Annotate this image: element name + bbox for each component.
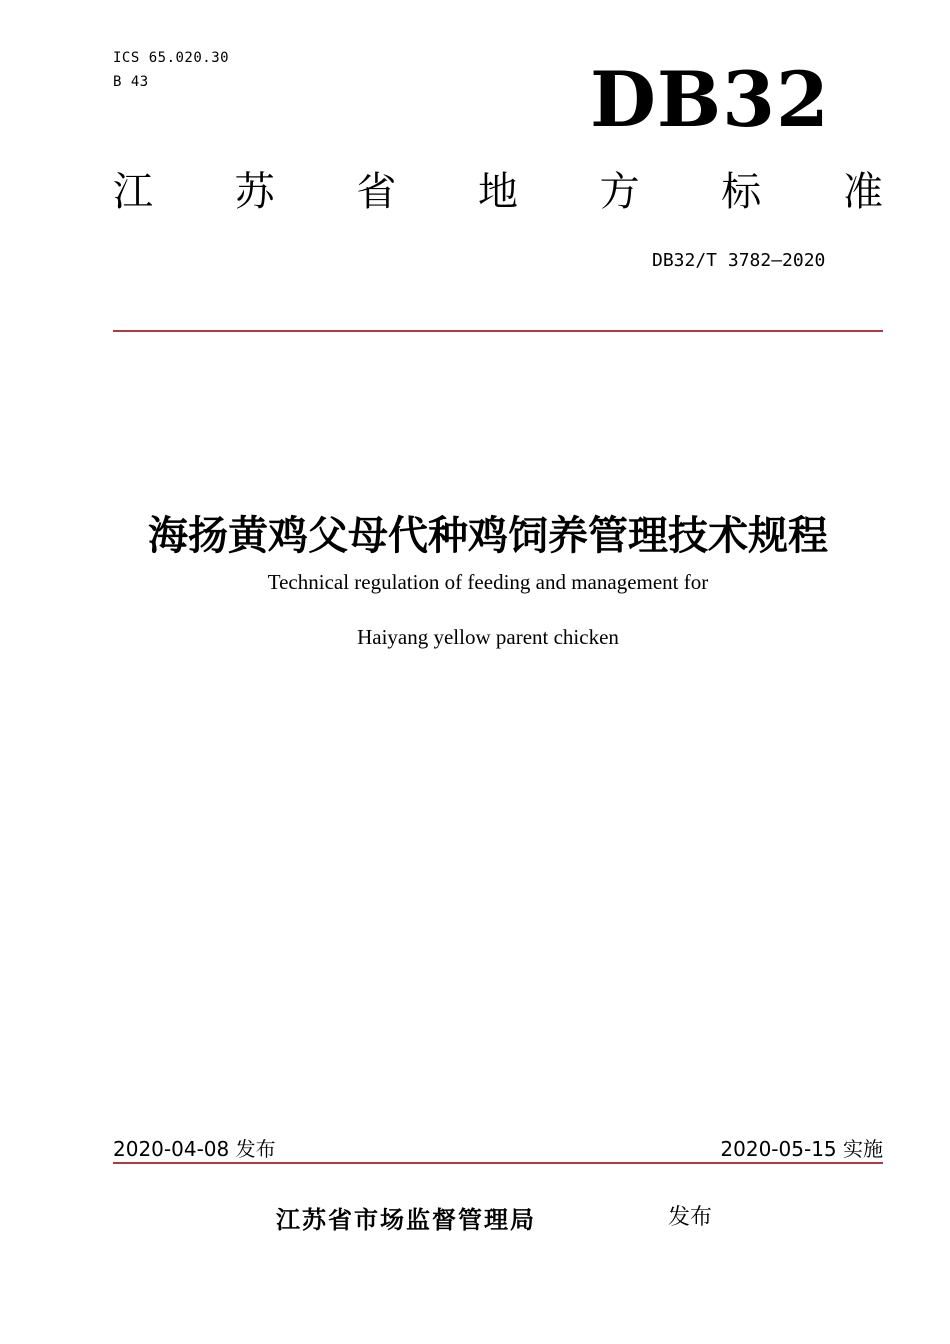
issue-date: 2020-04-08 发布 xyxy=(113,1137,276,1161)
standard-number: DB32/T 3782—2020 xyxy=(652,250,826,271)
standard-type-char: 标 xyxy=(721,169,762,215)
document-title-english-line2: Haiyang yellow parent chicken xyxy=(357,625,619,649)
standard-type-heading xyxy=(113,169,883,215)
issuing-authority: 江苏省市场监督管理局 xyxy=(276,1206,536,1234)
document-title-chinese: 海扬黄鸡父母代种鸡饲养管理技术规程 xyxy=(148,513,828,559)
standard-type-char: 地 xyxy=(477,169,518,215)
standard-type-char: 苏 xyxy=(234,169,275,215)
document-title-english-line1: Technical regulation of feeding and management for xyxy=(267,570,709,594)
standard-type-char: 省 xyxy=(356,169,397,215)
standard-type-char: 准 xyxy=(842,169,883,215)
bottom-divider xyxy=(113,1162,883,1164)
implementation-date: 2020-05-15 实施 xyxy=(720,1137,883,1161)
issuing-action: 发布 xyxy=(668,1205,713,1230)
standard-type-char: 方 xyxy=(599,169,640,215)
top-divider xyxy=(113,330,883,332)
standard-type-char: 江 xyxy=(113,169,153,215)
ics-code: ICS 65.020.30 xyxy=(113,50,230,66)
db32-logo: DB32 xyxy=(590,55,830,144)
ccs-code: B 43 xyxy=(113,74,149,90)
